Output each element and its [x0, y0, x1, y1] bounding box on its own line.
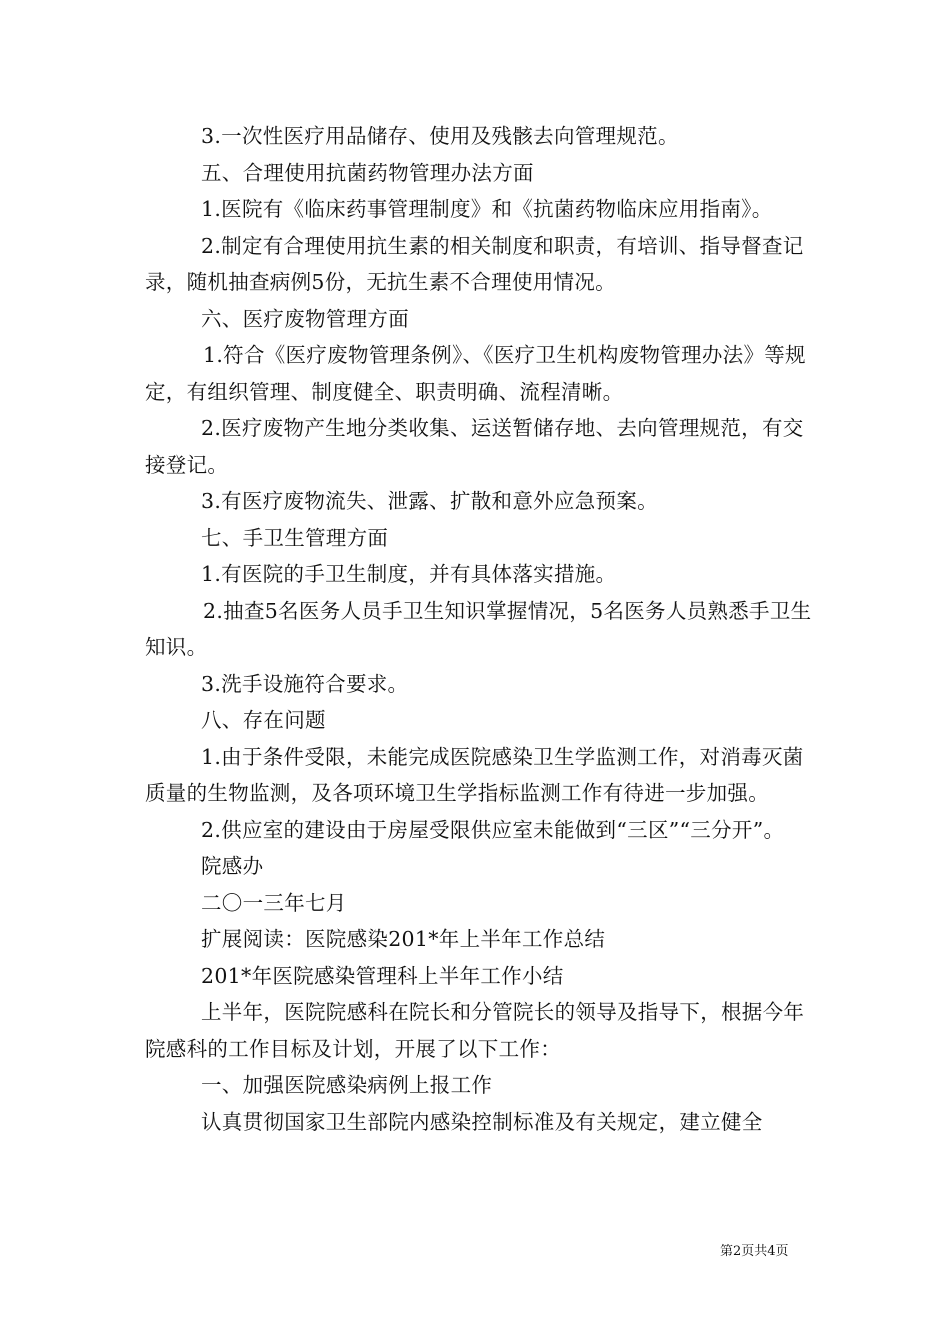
- page-number: 第2页共4页: [720, 1244, 789, 1259]
- paragraph: 上半年，医院院感科在院长和分管院长的领导及指导下，根据今年院感科的工作目标及计划，开展了以下工作：: [145, 1000, 805, 1061]
- paragraph: 3.有医疗废物流失、泄露、扩散和意外应急预案。: [201, 489, 658, 513]
- summary-title: 201*年医院感染管理科上半年工作小结: [201, 963, 564, 988]
- paragraph: 2.供应室的建设由于房屋受限供应室未能做到“三区”“三分开”。: [201, 817, 785, 842]
- paragraph: 3.洗手设施符合要求。: [201, 671, 409, 696]
- paragraph: 1.由于条件受限，未能完成医院感染卫生学监测工作，对消毒灭菌质量的生物监测，及各项环境卫生学指标监测工作有待进一步加强。: [145, 744, 804, 805]
- signature-date: 二〇一三年七月: [201, 890, 347, 915]
- paragraph: 2.医疗废物产生地分类收集、运送暂储存地、去向管理规范，有交接登记。: [145, 416, 804, 477]
- paragraph: 认真贯彻国家卫生部院内感染控制标准及有关规定，建立健全: [201, 1109, 763, 1134]
- section-heading: 七、手卫生管理方面: [201, 525, 389, 550]
- document-body: [145, 118, 813, 1140]
- paragraph: 1.符合《医疗废物管理条例》、《医疗卫生机构废物管理办法》等规定，有组织管理、制度健全、职责明确、流程清晰。: [145, 343, 806, 404]
- signature-department: 院感办: [201, 854, 264, 878]
- section-heading: 五、合理使用抗菌药物管理办法方面: [201, 160, 534, 185]
- section-heading: 一、加强医院感染病例上报工作: [201, 1073, 493, 1097]
- section-heading: 八、存在问题: [201, 708, 326, 732]
- paragraph: 2.制定有合理使用抗生素的相关制度和职责，有培训、指导督查记录，随机抽查病例5份，无抗生素不合理使用情况。: [145, 233, 804, 294]
- paragraph: 1.医院有《临床药事管理制度》和《抗菌药物临床应用指南》。: [201, 197, 773, 221]
- paragraph: 3.一次性医疗用品储存、使用及残骸去向管理规范。: [201, 124, 679, 148]
- paragraph: 1.有医院的手卫生制度，并有具体落实措施。: [201, 562, 617, 586]
- paragraph: 2.抽查5名医务人员手卫生知识掌握情况，5名医务人员熟悉手卫生知识。: [145, 598, 812, 659]
- extended-reading-title: 扩展阅读：医院感染201*年上半年工作总结: [201, 927, 606, 951]
- section-heading: 六、医疗废物管理方面: [201, 306, 409, 331]
